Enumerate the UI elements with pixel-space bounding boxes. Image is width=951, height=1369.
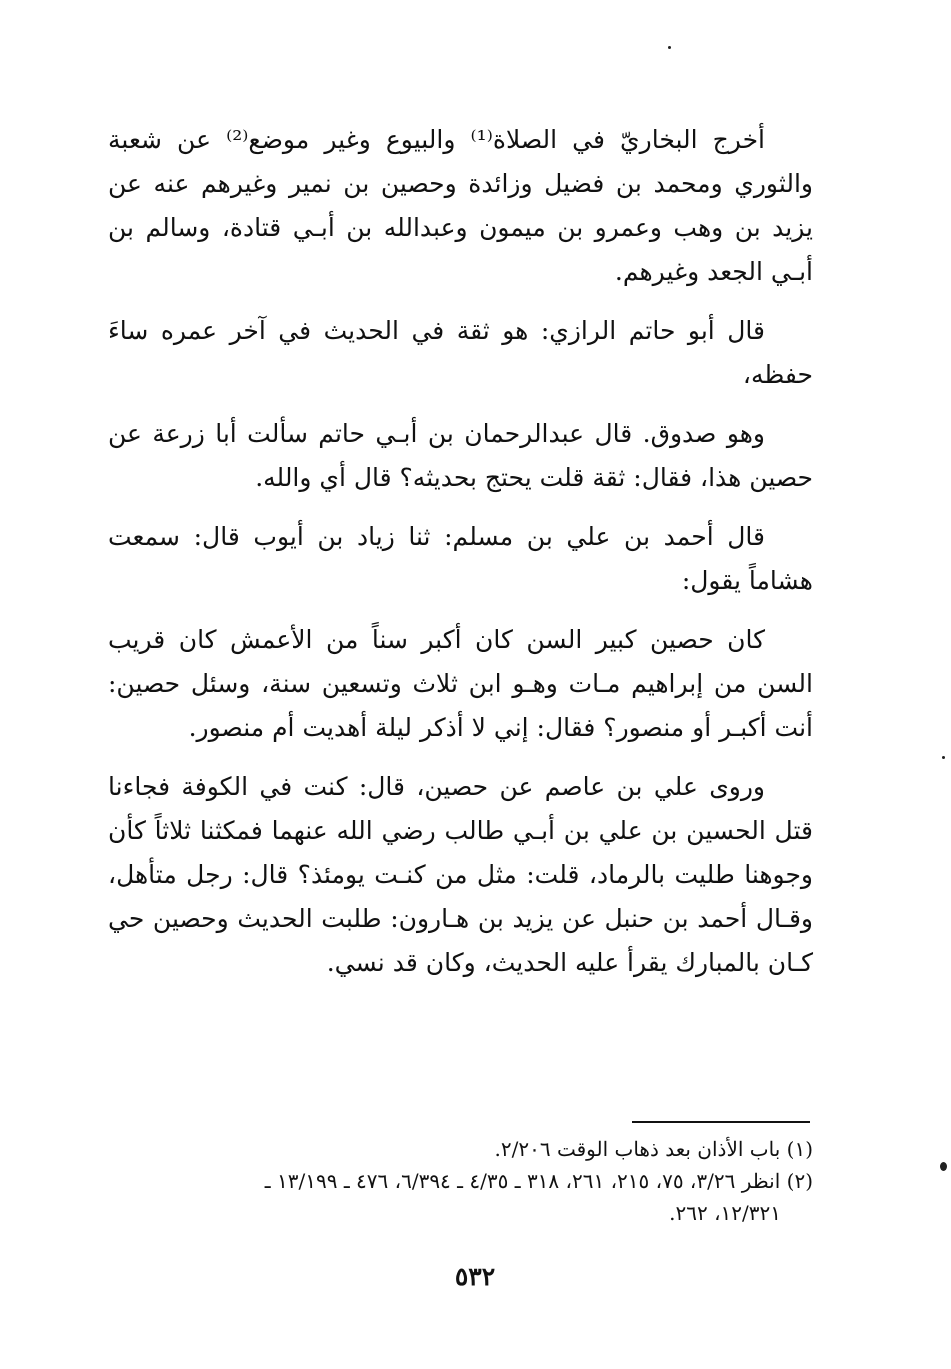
paragraph-bukhari: أخرج البخاريّ في الصلاة⁽¹⁾ والبيوع وغير موضع⁽²⁾ عن شعبة والثوري ومحمد بن فضيل وزائدة وحصين بن نمير وغيرهم عنه عن يزيد بن وهب وعمرو بن ميمون وعبدالله بن أبـي قتادة، وسالم بن أبـي الجعد وغيرهم. <box>108 125 813 286</box>
paragraph-husayn-age: كان حصين كبير السن كان أكبر سناً من الأعمش كان قريب السن من إبراهيم مـات وهـو ابن ثلاث وتسعين سنة، وسئل حصين: أنت أكبـر أو منصور؟ فقال: إني لا أذكر ليلة أهديت أم منصور. <box>108 625 813 742</box>
paragraph-ahmad-bin-ali: قال أحمد بن علي بن مسلم: ثنا زياد بن أيوب قال: سمعت هشاماً يقول: <box>108 522 813 595</box>
footnote-1: (١) باب الأذان بعد ذهاب الوقت ٢/٢٠٦. <box>494 1137 813 1161</box>
paragraph-abu-zura: وهو صدوق. قال عبدالرحمان بن أبـي حاتم سألت أبا زرعة عن حصين هذا، فقال: ثقة قلت يحتج بحديثه؟ قال أي والله. <box>108 419 813 492</box>
main-text <box>108 118 813 1000</box>
page-number: ٥٣٢ <box>454 1262 496 1291</box>
paragraph-ali-bin-asim: وروى علي بن عاصم عن حصين، قال: كنت في الكوفة فجاءنا قتل الحسين بن علي بن أبـي طالب رضي الله عنهما فمكثنا ثلاثاً كأن وجوهنا طليت بالرماد، قلت: مثل من كنـت يومئذ؟ قال: رجل متأهل، وقـال أحمد بن حنبل عن يزيد بن هـارون: طلبت الحديث وحصين حي كـان بالمبارك يقرأ عليه الحديث، وكان قد نسي. <box>108 772 813 977</box>
scan-speck <box>940 1162 947 1171</box>
paragraph-abu-hatim: قال أبو حاتم الرازي: هو ثقة في الحديث في آخر عمره ساءَ حفظه، <box>108 316 813 389</box>
scan-speck <box>942 756 945 759</box>
footnote-divider <box>632 1121 810 1123</box>
scan-speck <box>668 46 671 49</box>
footnote-2-continuation: ١٢/٣٢١، ٢٦٢. <box>669 1201 781 1225</box>
footnote-2: (٢) انظر ٣/٢٦، ٧٥، ٢١٥، ٢٦١، ٣١٨ ـ ٤/٣٥ ـ ٦/٣٩٤، ٤٧٦ ـ ١٣/١٩٩ ـ <box>264 1169 813 1193</box>
footnotes <box>108 1133 813 1229</box>
